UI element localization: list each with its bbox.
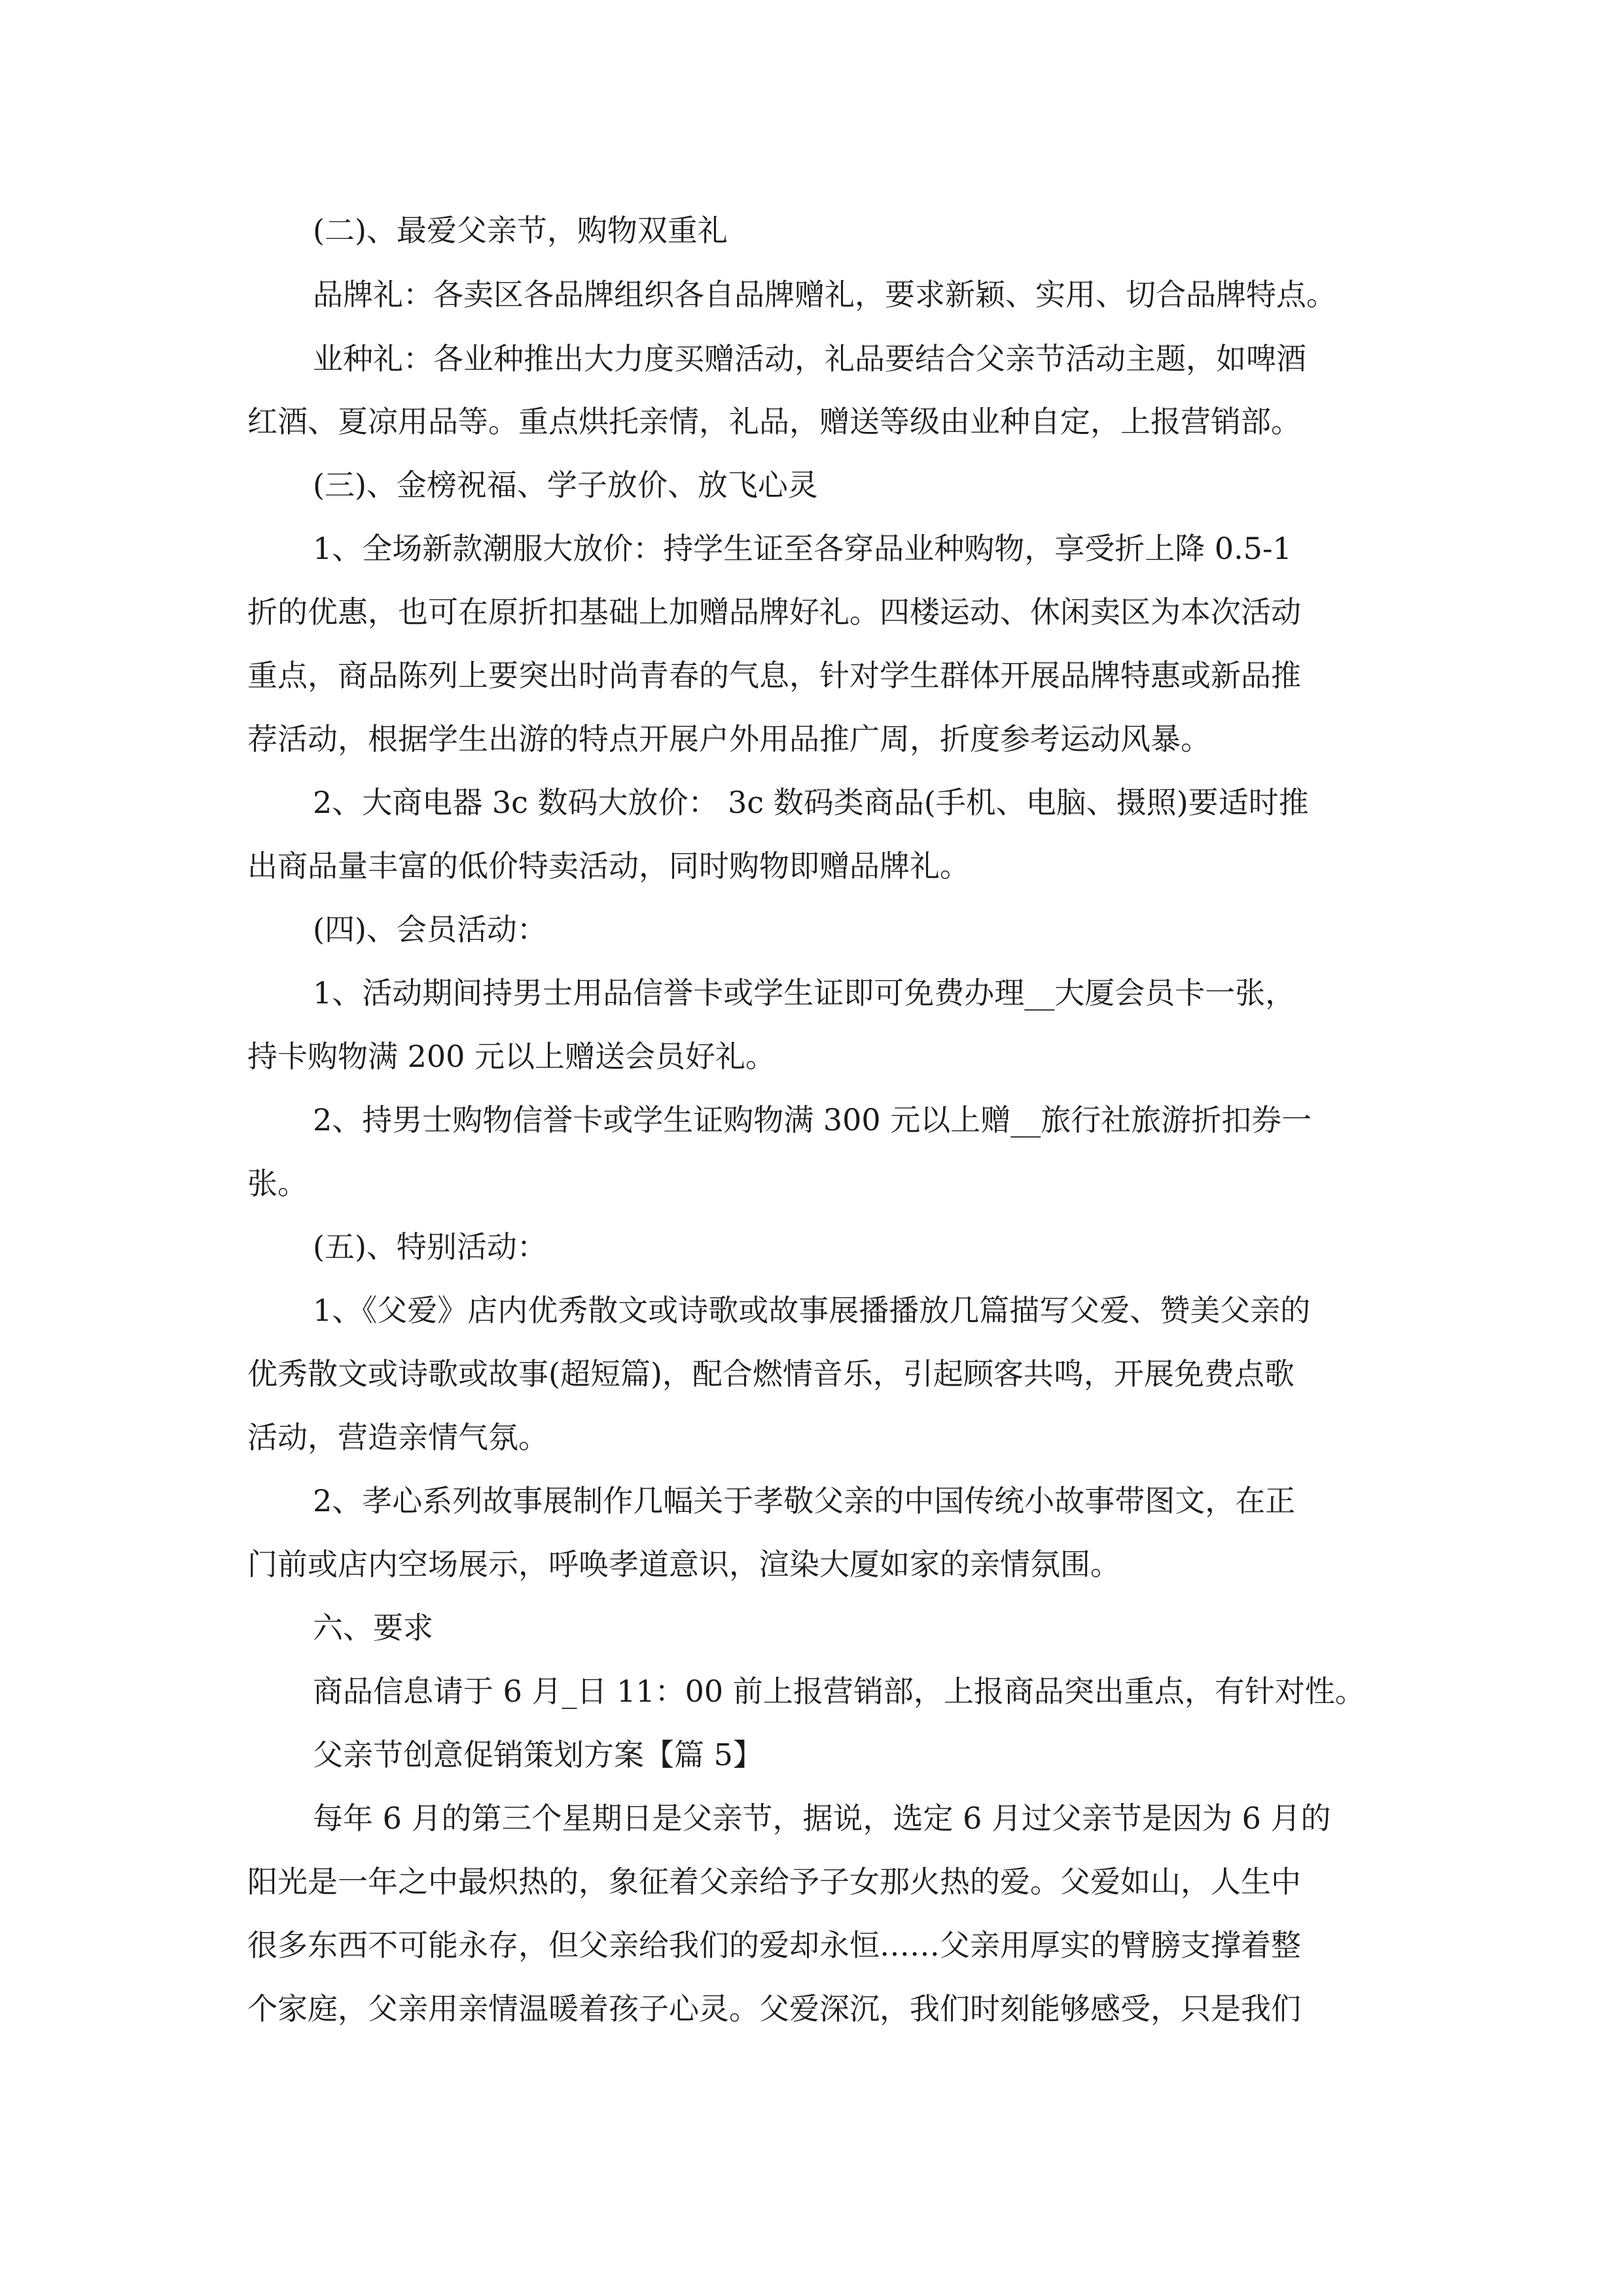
paragraph-line: 出商品量丰富的低价特卖活动，同时购物即赠品牌礼。 [247, 848, 970, 884]
paragraph-line: 红酒、夏凉用品等。重点烘托亲情，礼品，赠送等级由业种自定，上报营销部。 [247, 404, 1301, 439]
paragraph-line: 商品信息请于 6 月_日 11：00 前上报营销部，上报商品突出重点，有针对性。 [313, 1674, 1365, 1709]
paragraph-line: 持卡购物满 200 元以上赠送会员好礼。 [247, 1039, 776, 1074]
paragraph-line: 张。 [247, 1166, 308, 1201]
paragraph-line: 门前或店内空场展示，呼唤孝道意识，渲染大厦如家的亲情氛围。 [247, 1547, 1120, 1582]
paragraph-line: 业种礼：各业种推出大力度买赠活动，礼品要结合父亲节活动主题，如啤酒 [313, 341, 1306, 376]
paragraph-line: 2、大商电器 3c 数码大放价： 3c 数码类商品(手机、电脑、摄照)要适时推 [313, 785, 1309, 820]
paragraph-line: 1、全场新款潮服大放价：持学生证至各穿品业种购物，享受折上降 0.5-1 [313, 531, 1292, 566]
paragraph-line: 1、《父爱》店内优秀散文或诗歌或故事展播播放几篇描写父爱、赞美父亲的 [313, 1293, 1311, 1328]
heading-requirements: 六、要求 [313, 1610, 433, 1645]
paragraph-line: 折的优惠，也可在原折扣基础上加赠品牌好礼。四楼运动、休闲卖区为本次活动 [247, 594, 1301, 630]
heading-plan-part-5: 父亲节创意促销策划方案【篇 5】 [313, 1737, 763, 1772]
paragraph-line: 优秀散文或诗歌或故事(超短篇)，配合燃情音乐，引起顾客共鸣，开展免费点歌 [247, 1356, 1294, 1391]
paragraph-line: 2、持男士购物信誉卡或学生证购物满 300 元以上赠__旅行社旅游折扣券一 [313, 1102, 1312, 1138]
paragraph-line: 阳光是一年之中最炽热的，象征着父亲给予子女那火热的爱。父爱如山，人生中 [247, 1864, 1301, 1899]
paragraph-line: 荐活动，根据学生出游的特点开展户外用品推广周，折度参考运动风暴。 [247, 721, 1211, 757]
paragraph-line: 重点，商品陈列上要突出时尚青春的气息，针对学生群体开展品牌特惠或新品推 [247, 658, 1301, 693]
paragraph-line: 每年 6 月的第三个星期日是父亲节，据说，选定 6 月过父亲节是因为 6 月的 [313, 1801, 1331, 1836]
heading-section-4: (四)、会员活动： [313, 912, 547, 947]
paragraph-line: 活动，营造亲情气氛。 [247, 1420, 548, 1455]
heading-section-5: (五)、特别活动： [313, 1229, 547, 1265]
paragraph-line: 1、活动期间持男士用品信誉卡或学生证即可免费办理__大厦会员卡一张， [313, 975, 1296, 1011]
heading-section-2: (二)、最爱父亲节，购物双重礼 [313, 213, 728, 248]
paragraph-line: 品牌礼：各卖区各品牌组织各自品牌赠礼，要求新颖、实用、切合品牌特点。 [313, 277, 1336, 312]
paragraph-line: 2、孝心系列故事展制作几幅关于孝敬父亲的中国传统小故事带图文，在正 [313, 1483, 1296, 1518]
paragraph-line: 个家庭，父亲用亲情温暖着孩子心灵。父爱深沉，我们时刻能够感受，只是我们 [247, 1991, 1301, 2026]
heading-section-3: (三)、金榜祝福、学子放价、放飞心灵 [313, 467, 818, 503]
paragraph-line: 很多东西不可能永存，但父亲给我们的爱却永恒……父亲用厚实的臂膀支撑着整 [247, 1928, 1301, 1963]
